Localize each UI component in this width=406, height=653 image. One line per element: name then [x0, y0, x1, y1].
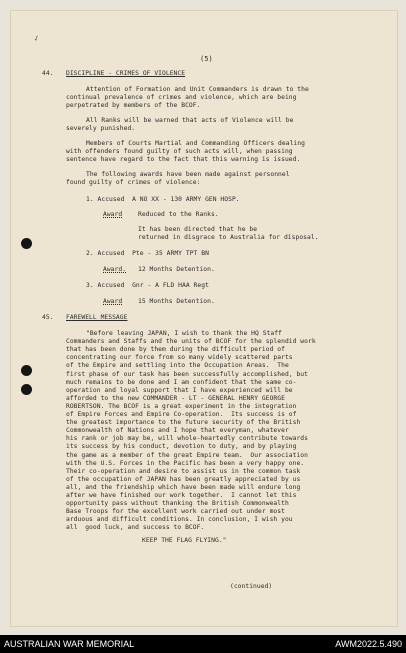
para-2-line-2: severely punished.: [66, 125, 136, 132]
para-1-line-2: continual prevalence of crimes and violence, which are being: [66, 94, 297, 101]
footer-institution: AUSTRALIAN WAR MEMORIAL: [4, 639, 135, 649]
farewell-line: of the Empire and settling into the Occupation Areas. The: [66, 362, 289, 370]
farewell-line: the greatest importance to the future security of the British: [66, 419, 301, 427]
para-3-line-1: Members of Courts Martial and Commanding Officers dealing: [86, 140, 305, 147]
para-4-line-1: The following awards have been made against personnel: [86, 171, 290, 178]
farewell-line: his rank or job may be, will whole-heartedly contribute towards: [66, 435, 308, 443]
farewell-line: "Before leaving JAPAN, I wish to thank the HQ Staff: [86, 330, 282, 337]
para-3-line-3: sentence have regard to the fact that this warning is issued.: [66, 156, 301, 163]
footer-bar: [0, 635, 406, 653]
farewell-line: first phase of our task has been successfully accomplished, but: [66, 370, 308, 378]
farewell-line: its success by his conduct, devotion to duty, and by playing: [66, 443, 297, 451]
para-1-line-3: perpetrated by members of the BCOF.: [66, 102, 201, 109]
farewell-line: with the U.S. Forces in the Pacific has been a very happy one.: [66, 459, 305, 467]
case-2-award: 12 Months Detention.: [138, 266, 215, 273]
punch-hole: [21, 384, 32, 395]
case-3-award-label: Award: [103, 298, 123, 305]
case-3-award: 15 Months Detention.: [138, 298, 215, 305]
farewell-line: the game as a member of the great Empire team. Our association: [66, 451, 308, 459]
case-1-note-line-1: It has been directed that he be: [138, 226, 258, 233]
farewell-line: Commonwealth of Nations and I hope that everyman, whatever: [66, 427, 289, 435]
closing-line: KEEP THE FLAG FLYING.": [142, 537, 227, 544]
section-44-number: 44.: [42, 70, 54, 77]
case-1-award: Reduced to the Ranks.: [138, 211, 219, 218]
case-2: 2. Accused Pte - 35 ARMY TPT BN: [86, 250, 209, 257]
farewell-line: opportunity pass without thanking the British Commonwealth: [66, 500, 289, 508]
case-1: 1. Accused A NO XX - 130 ARMY GEN HOSP.: [86, 196, 240, 203]
farewell-line: arduous and difficult conditions. In conclusion, I wish you: [66, 516, 293, 524]
footer-accession-number: AWM2022.5.490: [335, 639, 402, 649]
para-3-line-2: with offenders found guilty of such acts will, when passing: [66, 148, 293, 155]
farewell-line: Commanders and Staffs and the units of BCOF for the splendid work: [66, 338, 316, 346]
case-3: 3. Accused Gnr - A FLD HAA Regt: [86, 282, 209, 289]
farewell-line: of the occupation of JAPAN has been greatly appreciated by us: [66, 475, 301, 483]
farewell-line: Their co-operation and desire to assist us in the common task: [66, 467, 301, 475]
continued-label: (continued): [230, 583, 273, 590]
farewell-line: of Empire Forces and Empire Co-operation. Its success is of: [66, 411, 297, 418]
para-1-line-1: Attention of Formation and Unit Commanders is drawn to the: [86, 86, 309, 93]
farewell-line: concentrating our force from so many widely scattered parts: [66, 354, 293, 362]
case-1-award-label: Award: [103, 211, 123, 218]
farewell-line: all, and the friendship which have been made will endure long: [66, 483, 301, 491]
page-number: (5): [200, 55, 213, 63]
section-45-number: 45.: [42, 314, 54, 321]
para-4-line-2: found guilty of crimes of violence:: [66, 179, 201, 186]
punch-hole: [21, 365, 32, 376]
para-2-line-1: All Ranks will be warned that acts of Violence will be: [86, 117, 294, 124]
farewell-line: much remains to be done and I am confident that the same co-: [66, 378, 297, 386]
punch-hole: [21, 238, 32, 249]
farewell-line: Base Troops for the excellent work carried out under most: [66, 508, 285, 516]
farewell-line: operation and loyal support that I have experienced will be: [66, 386, 293, 394]
section-45-heading: FAREWELL MESSAGE: [66, 314, 128, 321]
farewell-line: ROBERTSON. The BCOF is a great experiment in the integration: [66, 402, 297, 410]
farewell-line: all good luck, and success to BCOF.: [66, 524, 205, 532]
case-2-award-label: Award.: [103, 266, 127, 273]
farewell-line: after we have finished our work together. I cannot let this: [66, 492, 297, 499]
farewell-line: that has been done by them during the difficult period of: [66, 346, 285, 354]
case-1-note-line-2: returned in disgrace to Australia for disposal.: [138, 234, 319, 241]
section-44-heading: DISCIPLINE - CRIMES OF VIOLENCE: [66, 70, 186, 77]
handwritten-mark: ✓: [32, 33, 41, 45]
farewell-line: afforded to the new COMMANDER - LT - GENERAL HENRY GEORGE: [66, 394, 285, 402]
